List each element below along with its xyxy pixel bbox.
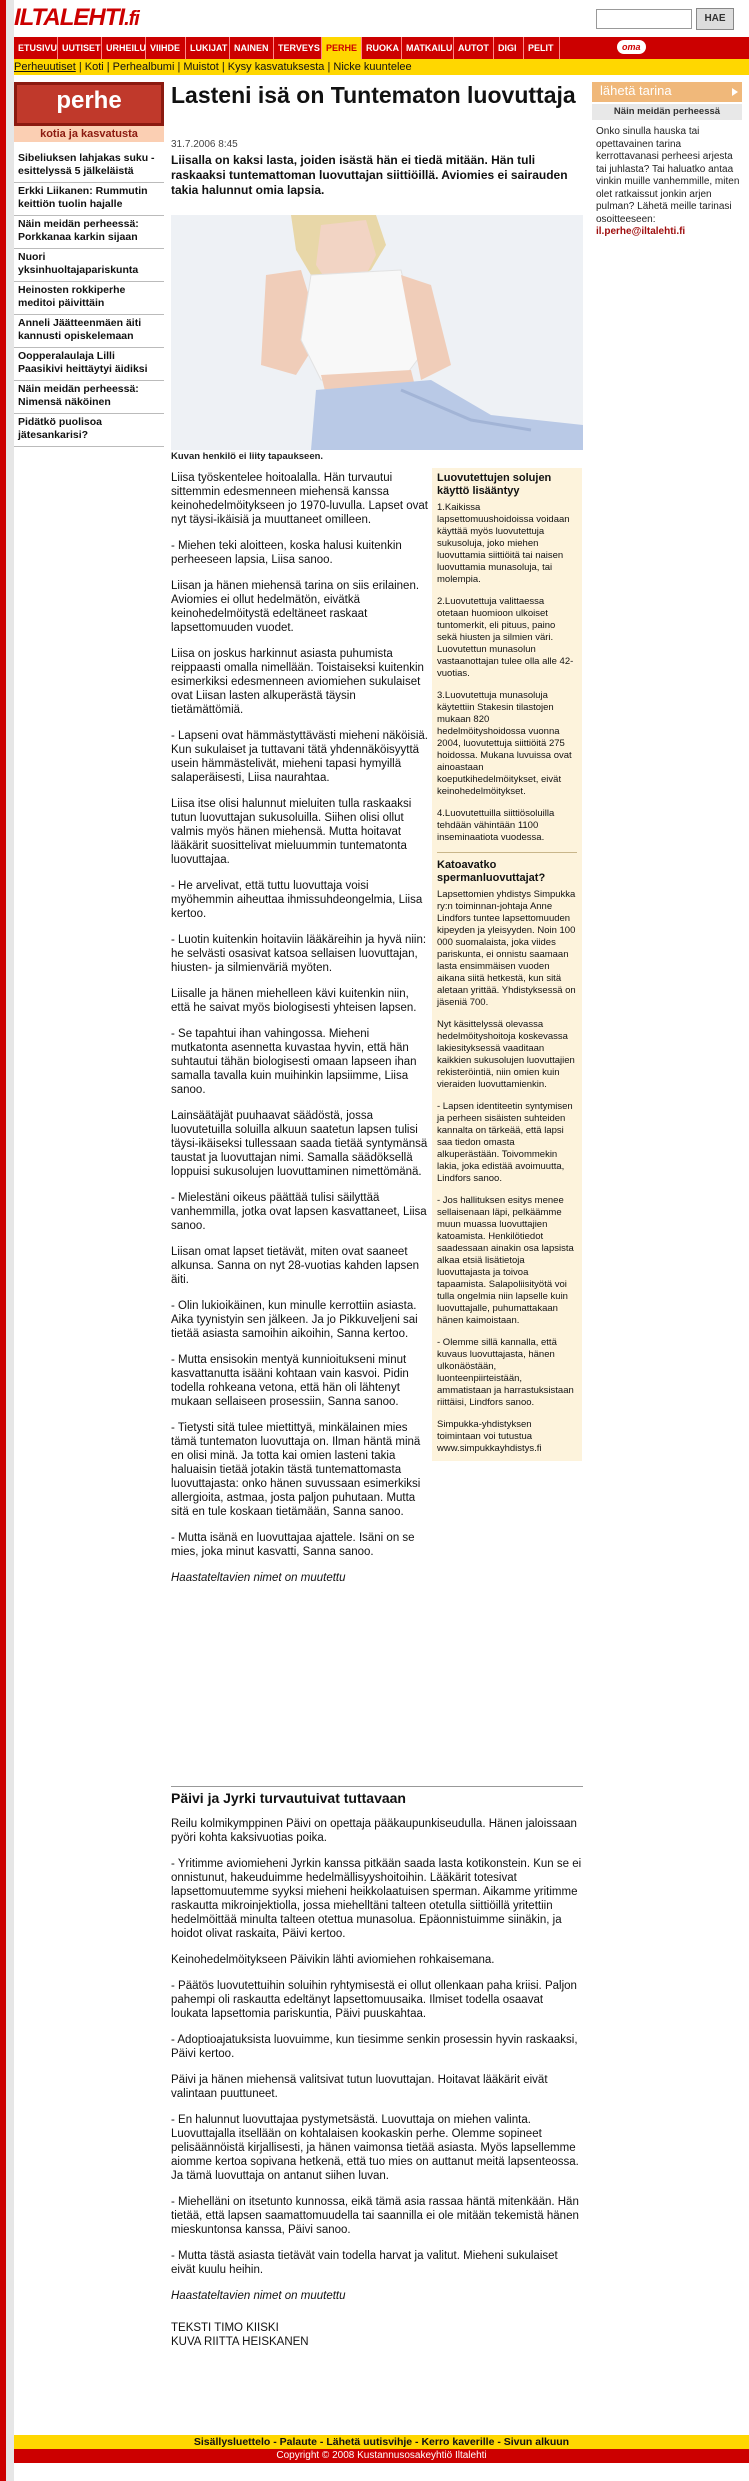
article2-paragraph: TEKSTI TIMO KIISKI [171,2322,279,2334]
article2-paragraph: Reilu kolmikymppinen Päivi on opettaja pääkaupunkiseudulla. Hänen jaloissaan pyöri kohta kaksivuotias poika. [171,1818,577,1844]
article-paragraph: - Lapseni ovat hämmästyttävästi mieheni näköisiä. Kun sukulaiset ja tuttavani tätä yhdennäköisyyttä usein hämmästelivät, mieheni tapasi hymyillä salaperäisesti, Liisa naurahtaa. [171,730,428,784]
article-paragraph: Liisan omat lapset tietävät, miten ovat saaneet alkunsa. Sanna on nyt 28-vuotias kahden lapsen äiti. [171,1246,420,1286]
article-photo [171,215,583,450]
article-lead: Liisalla on kaksi lasta, joiden isästä hän ei tiedä mitään. Hän tuli raskaaksi tuntemattoman luovuttajan siittiöillä. Aviomies ei sairauden takia halunnut omia lapsia. [171,153,568,197]
photo-caption: Kuvan henkilö ei liity tapaukseen. [171,451,324,462]
article-body [171,471,429,1597]
nav-item-uutiset[interactable]: UUTISET [58,37,102,59]
main-nav [14,37,749,59]
article-paragraph: Liisa on joskus harkinnut asiasta puhumista reippaasti omalla nimellään. Toistaiseksi kuitenkin esimerkiksi edesmenneen aviomiehen sukulaiset ovat Liisan lasten alkuperästä täysin tietämättömiä. [171,648,424,716]
nav-item-ruoka[interactable]: RUOKA [362,37,402,59]
left-gutter [6,0,14,2481]
factbox-p7: - Lapsen identiteetin syntymisen ja perheen sisäisten suhteiden kannalta on tärkeää, että lapsi saa tiedon omasta alkuperästään. Toivommekin lakia, joka edistää avoimuutta, Lindfors sanoo. [437,1101,573,1184]
article-paragraph: - Luotin kuitenkin hoitaviin lääkäreihin ja hyvä niin: he selvästi osasivat katsoa sellaisen luovuttajan, hiusten- ja silmienväriä myöten. [171,934,427,974]
nav-item-terveys[interactable]: TERVEYS [274,37,322,59]
search-input[interactable] [596,9,692,29]
article-paragraph: Lainsäätäjät puuhaavat säädöstä, jossa luovutetuilla soluilla alkuun saatetun lapsen tulisi täysi-ikäiseksi tullessaan saada tietää syntymänsä taustat ja luovuttajan nimi. Samalla säädöksellä loppuisi sukusolujen luovuttaminen nimettömänä. [171,1110,428,1178]
article-headline: Lasteni isä on Tuntematon luovuttaja [171,82,576,108]
factbox-p5: Lapsettomien yhdistys Simpukka ry:n toiminnan-johtaja Anne Lindfors tuntee lapsettomuuden kipeyden ja yleisyyden. Noin 100 000 suomalaista, joka viides pariskunta, ei onnistu saamaan lasta ensimmäisen vuoden aikana siitä hetkestä, kun sitä aletaan yrittää. Yhdistyksessä on jäseniä 700. [437,889,576,1008]
factbox-p10[interactable]: Simpukka-yhdistyksen toimintaan voi tutustua www.simpukkayhdistys.fi [437,1419,542,1454]
send-story-body [596,126,740,239]
site-logo[interactable] [14,3,164,33]
article2-paragraph: Päivi ja hänen miehensä valitsivat tutun luovuttajan. Hoitavat lääkärit eivät valintaan puuttuneet. [171,2074,548,2100]
factbox-divider [437,852,577,853]
article2-paragraph: - Adoptioajatuksista luovuimme, kun tiesimme senkin prosessin hyvin raskaaksi, Päivi kertoo. [171,2034,578,2060]
nav-item-digi[interactable]: DIGI [494,37,524,59]
nav-item-etusivu[interactable]: ETUSIVU [14,37,58,59]
article-paragraph: - Miehen teki aloitteen, koska halusi kuitenkin perheeseen lapsia, Liisa sanoo. [171,540,402,566]
nav-item-perhe[interactable]: PERHE [322,37,362,59]
article-paragraph: Haastateltavien nimet on muutettu [171,1572,346,1584]
factbox-title: Luovutettujen solujen käyttö lisääntyy [437,472,552,497]
article-paragraph: - Se tapahtui ihan vahingossa. Mieheni mutkatonta asennetta kuvastaa hyvin, että hän suhtautui tähän biologisesti omaan lapseen ihan samalla tavalla kuin muihinkin lapsiimme, Liisa sanoo. [171,1028,417,1096]
section-divider [171,1786,583,1787]
article-paragraph: - Mielestäni oikeus päättää tulisi säilyttää vanhemmilla, jotka ovat lapsen kasvattaneet, Liisa sanoo. [171,1192,427,1232]
factbox-p3: 3.Luovutettuja munasoluja käytettiin Stakesin tilastojen mukaan 820 hedelmöityshoidossa vuonna 2004, luovutettuja siittiöitä 275 hoidossa. Mukana luvuissa ovat ainoastaan koeputkihedelmöitykset, eivät keinohedelmöitykset. [437,690,572,797]
article2-paragraph: - Mutta tästä asiasta tietävät vain todella harvat ja valitut. Mieheni sukulaiset eivät kuulu heihin. [171,2250,558,2276]
left-list-item[interactable]: Nuori yksinhuoltajapariskunta [14,249,164,282]
left-list-item[interactable]: Heinosten rokkiperhe meditoi päivittäin [14,282,164,315]
section-header[interactable] [14,82,164,126]
article-paragraph: Liisalle ja hänen miehelleen kävi kuitenkin niin, että he saivat myös biologisesti yhteisen lapsen. [171,988,417,1014]
left-list-item[interactable]: Erkki Liikanen: Rummutin keittiön tuolin hajalle [14,183,164,216]
article-paragraph: Liisan ja hänen miehensä tarina on siis erilainen. Aviomies ei ollut hedelmätön, eivätkä keinohedelmöitystä edeltäneet raskaat lapsettomuuden vuodet. [171,580,420,634]
factbox-p8: - Jos hallituksen esitys menee sellaisenaan läpi, pelkäämme muun muassa luovuttajien katoamista. Henkilötiedot saadessaan ainakin osa lapsista alkaa etsiä lisätietoja luovuttajasta ja toivoa tapaamista. Salapoliisityötä voi tulla ongelmia niin lapselle kuin luovuttajalle, puhumattakaan hänen kaimoistaan. [437,1195,574,1326]
nav-item-nainen[interactable]: NAINEN [230,37,274,59]
factbox-p2: 2.Luovutettuja valittaessa otetaan huomioon ulkoiset tuntomerkit, eli pituus, paino sekä hiusten ja silmien väri. Luovutettun munasolun vastaanottajan tulee olla alle 42-vuotias. [437,596,574,679]
article-paragraph: Liisa itse olisi halunnut mieluiten tulla raskaaksi tutun luovuttajan sukusoluilla. Siihen olisi ollut valmis myös hänen miehensä. Mutta hoitavat lääkärit suosittelivat mieluummin tuntematonta luovuttajaa. [171,798,412,866]
left-list-item[interactable]: Näin meidän perheessä: Nimensä näköinen [14,381,164,414]
logo-main: ILTALEHTI [14,4,125,31]
article-paragraph: - He arvelivat, että tuttu luovuttaja voisi myöhemmin aiheuttaa ihmissuhdeongelmia, Liisa kertoo. [171,880,423,920]
factbox-p4: 4.Luovutettuilla siittiösoluilla tehdään vähintään 1100 inseminaatiota vuodessa. [437,808,555,843]
left-list-item[interactable]: Sibeliuksen lahjakas suku - esittelyssä 5 jälkeläistä [14,150,164,183]
left-list-item[interactable]: Näin meidän perheessä: Porkkanaa karkin sijaan [14,216,164,249]
nav-item-lukijat[interactable]: LUKIJAT [186,37,230,59]
article-paragraph: - Mutta ensisokin mentyä kunnioitukseni minut kasvattanutta isääni kohtaan vain kasvoi. Pidin todella rohkeana vetona, että hän oli lähtenyt mukaan sellaiseen prosessiin, Sanna sanoo. [171,1354,409,1408]
search-button[interactable]: HAE [696,8,734,30]
left-list-item[interactable]: Oopperalaulaja Lilli Paasikivi heittäytyi äidiksi [14,348,164,381]
article2 [171,1790,583,2349]
send-story-header[interactable] [592,82,742,104]
section-subtitle: kotia ja kasvatusta [14,126,164,142]
send-story-subtitle: Näin meidän perheessä [592,104,742,120]
article2-paragraph: Haastateltavien nimet on muutettu [171,2290,346,2302]
oma-button[interactable]: oma [617,40,646,54]
section-title: perhe [56,87,122,114]
article2-paragraph: - Miehelläni on itsetunto kunnossa, eikä tämä asia rassaa häntä mitenkään. Hän tietää, että lapsen saamattomuudella tai saannilla ei ole mitään tekemistä hänen mieskuntonsa kanssa, Päivi sanoo. [171,2196,579,2236]
logo-suffix: .fi [124,8,139,30]
footer-copyright: Copyright © 2008 Kustannusosakeyhtiö Iltalehti [14,2449,749,2463]
factbox-p6: Nyt käsittelyssä olevassa hedelmöityshoitoja koskevassa lakiesityksessä vaaditaan kaikkien sukusolujen luovuttajien rekisteröintiä, niin omien kuin vieraiden luovuttamienkin. [437,1019,575,1090]
factbox-p1: 1.Kaikissa lapsettomuushoidoissa voidaan käyttää myös luovutettuja sukusoluja, joko miehen luovuttamia siittiöitä tai naisen luovuttamia munasoluja, tai molempia. [437,502,570,585]
footer-links[interactable]: Sisällysluettelo - Palaute - Lähetä uutisvihje - Kerro kaverille - Sivun alkuun [14,2435,749,2449]
left-list-item[interactable]: Anneli Jäätteenmäen äiti kannusti opiskelemaan [14,315,164,348]
subnav-links[interactable]: | Koti | Perhealbumi | Muistot | Kysy kasvatuksesta | Nicke kuuntelee [75,61,412,73]
article2-paragraph: Keinohedelmöitykseen Päivikin lähti aviomiehen rohkaisemana. [171,1954,495,1966]
factbox-title2: Katoavatko spermanluovuttajat? [437,859,546,884]
sub-nav [14,59,749,75]
article-paragraph: - Tietysti sitä tulee miettittyä, minkälainen mies tämä tuntematon luovuttaja on. Ilman häntä minä en olisi minä. Ja totta kai omien lasteni takia haluaisin tietää jotakin tästä tuntemattomasta luovuttajasta: onko hänen suvussaan esimerkiksi allergioita, astmaa, josta paljon puhutaan. Mutta sitä en tule koskaan tietämään, Sanna sanoo. [171,1422,421,1518]
subnav-perheuutiset[interactable]: Perheuutiset [14,61,76,73]
nav-item-pelit[interactable]: PELIT [524,37,560,59]
article2-paragraph: KUVA RIITTA HEISKANEN [171,2336,309,2348]
article2-paragraph: - En halunnut luovuttajaa pystymetsästä. Luovuttaja on miehen valinta. Luovuttajalla itsellään on kohtalaisen kookaskin perhe. Olemme sopineet pelisäännöistä kirjallisesti, ja hänen vaimonsa tietää asiasta. Myös lapsellemme aiomme kertoa sopivana hetkenä, että tuo mies on auttanut meitä lapsenteossa. Ja tämä luovuttaja on antanut siihen luvan. [171,2114,579,2182]
send-story-text: Onko sinulla hauska tai opettavainen tarina kerrottavanasi perheesi arjesta tai juhlasta? Tai haluatko antaa vinkin muille vanhemmille, miten olet ratkaissut jonkin arjen pulman? Lähetä meille tarinasi osoitteeseen: [596,126,740,225]
send-story-email[interactable]: il.perhe@iltalehti.fi [596,226,686,237]
article2-title: Päivi ja Jyrki turvautuivat tuttavaan [171,1790,406,1806]
nav-item-viihde[interactable]: VIIHDE [146,37,186,59]
article-paragraph: Liisa työskentelee hoitoalalla. Hän turvautui sittemmin edesmenneen miehensä kanssa keinohedelmöitykseen jo 1970-luvulla. Lapset ovat nyt täysi-ikäisiä ja muuttaneet omilleen. [171,472,428,526]
article2-paragraph: - Päätös luovutettuihin soluihin ryhtymisestä ei ollut ollenkaan paha kriisi. Paljon pahempi oli raskautta edeltänyt lapsettomuusaika. Ilmiset todella osaavat loukata lapsettomia pariskuntia, Päivi puuskahtaa. [171,1980,577,2020]
left-article-list [14,150,164,447]
factbox [432,468,582,1461]
nav-item-matkailu[interactable]: MATKAILU [402,37,454,59]
arrow-right-icon [732,88,738,96]
left-list-item[interactable]: Pidätkö puolisoa jätesankarisi? [14,414,164,447]
article2-paragraph: - Yritimme aviomieheni Jyrkin kanssa pitkään saada lasta kotikonstein. Kun se ei onnistunut, hakeuduimme hedelmällisyyshoitoihin. Lääkärit totesivat lapsettomuutemme syyksi mieheni heikkolaatuisen sperman. Aikamme yritimme raskautta mikroinjektiolla, jossa miehelltäni talteen otetulla siittiöillä yritettiin hedelmöittää minulta talteen otettua munasolua. Epäonnistuimme siinäkin, ja hoidot olivat raskaita, Päivi kertoo. [171,1858,582,1940]
woman-photo-illustration [171,215,583,450]
nav-item-urheilu[interactable]: URHEILU [102,37,146,59]
nav-item-autot[interactable]: AUTOT [454,37,494,59]
article-paragraph: - Mutta isänä en luovuttajaa ajattele. Isäni on se mies, joka minut kasvatti, Sanna sanoo. [171,1532,415,1558]
factbox-p9: - Olemme sillä kannalla, että kuvaus luovuttajasta, hänen ulkonäöstään, luonteenpiirteistään, ammatistaan ja harrastuksistaan riittäisi, Lindfors sanoo. [437,1337,574,1408]
send-story-title: lähetä tarina [600,83,672,98]
article-date: 31.7.2006 8:45 [171,139,238,150]
article-paragraph: - Olin lukioikäinen, kun minulle kerrottiin asiasta. Aika tyynistyin sen jälkeen. Ja jo Pikkuveljeni sai tietää asiasta samoihin aikoihin, Sanna kertoo. [171,1300,418,1340]
